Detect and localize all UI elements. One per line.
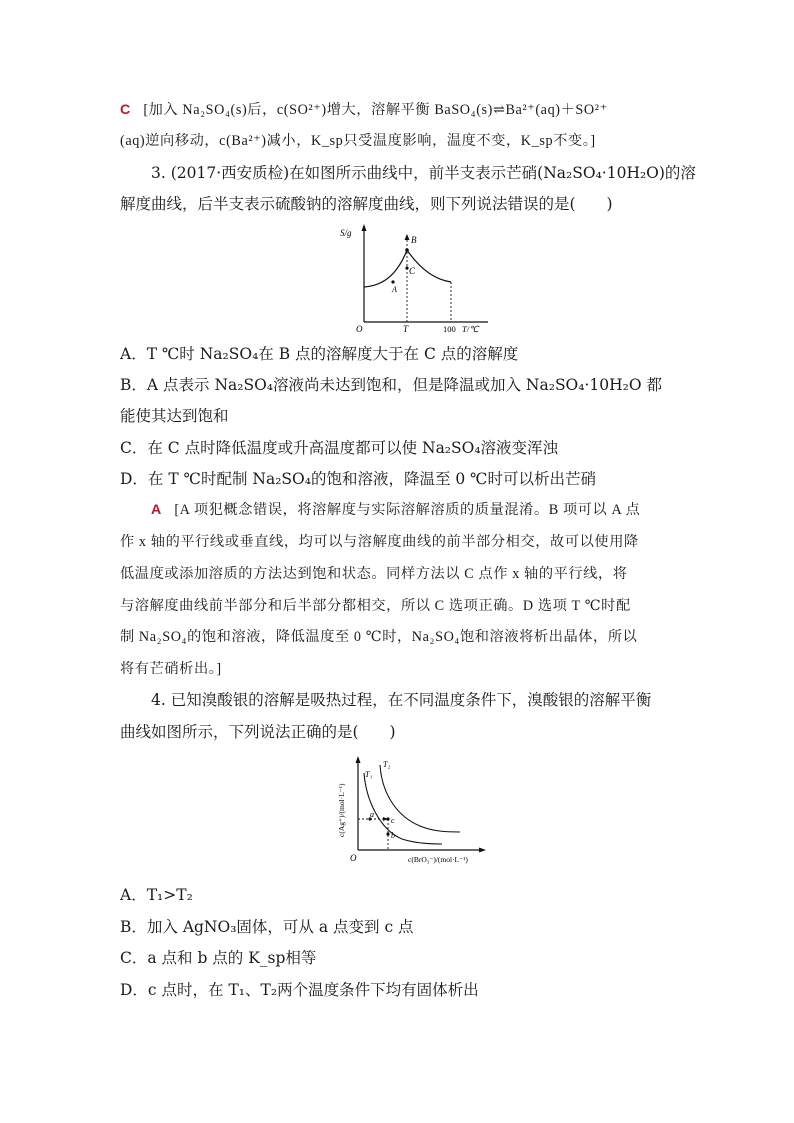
question-4-option-b: B．加入 AgNO₃固体，可从 a 点变到 c 点 <box>120 918 414 936</box>
point-B-dot <box>405 248 409 252</box>
question-4-option-d: D．c 点时，在 T₁、T₂两个温度条件下均有固体析出 <box>120 981 479 999</box>
point-b-label: b <box>391 831 395 840</box>
y-axis-arrow <box>362 224 367 231</box>
answer-3-line-1 <box>151 500 640 520</box>
point-b-dot <box>386 832 389 835</box>
x-axis-label: c(BrO₃⁻)/(mol·L⁻¹) <box>408 855 468 864</box>
y-axis-arrow <box>356 756 361 763</box>
answer-3-line-5: 制 Na₂SO₄的饱和溶液，降低温度至 0 ℃时，Na₂SO₄饱和溶液将析出晶体，所以 <box>120 629 638 645</box>
answer-2-line-2: (aq)逆向移动，c(Ba²⁺)减小，K_sp只受温度影响，温度不变，K_sp不变。] <box>120 133 596 149</box>
point-c-dot <box>386 817 389 820</box>
dissolution-equilibrium-figure <box>332 755 492 867</box>
origin-label: O <box>350 853 357 863</box>
question-3-option-b-cont: 能使其达到饱和 <box>120 407 229 425</box>
answer-letter: C <box>120 102 131 118</box>
question-3-option-a: A．T ℃时 Na₂SO₄在 B 点的溶解度大于在 C 点的溶解度 <box>120 345 519 363</box>
question-4-stem-line-2: 曲线如图所示，下列说法正确的是( ) <box>120 723 396 741</box>
point-B-label: B <box>411 235 417 245</box>
B-arrow <box>405 234 410 240</box>
answer-text: [加入 Na₂SO₄(s)后，c(SO²⁺)增大，溶解平衡 BaSO₄(s)⇌Ba²⁺(aq)＋SO²⁺ <box>143 102 608 118</box>
point-C-label: C <box>409 266 416 276</box>
point-c-label: c <box>391 816 395 825</box>
question-3-stem-line-1: 3. (2017·西安质检)在如图所示曲线中，前半支表示芒硝(Na₂SO₄·10H₂O)的溶 <box>151 164 696 182</box>
y-axis-label: S/g <box>340 228 352 238</box>
question-4-option-a: A．T₁>T₂ <box>120 886 193 904</box>
point-A-label: A <box>392 285 397 294</box>
point-a-label: a <box>370 810 374 819</box>
solubility-curve-figure <box>338 222 498 337</box>
point-A-dot <box>391 280 394 283</box>
y-axis-label: c(Ag⁺)/(mol·L⁻¹) <box>337 783 346 837</box>
question-4-option-c: C．a 点和 b 点的 K_sp相等 <box>120 949 317 967</box>
curve-T1-label: T₁ <box>365 770 373 779</box>
tick-100-label: 100 <box>443 324 456 334</box>
answer-2-line-1 <box>120 100 608 120</box>
tick-T-label: T <box>403 324 409 334</box>
x-axis-arrow <box>479 848 486 853</box>
answer-3-line-6: 将有芒硝析出。] <box>120 661 222 677</box>
answer-letter: A <box>151 502 162 518</box>
curve-T2-label: T₂ <box>383 760 391 769</box>
question-3-option-d: D．在 T ℃时配制 Na₂SO₄的饱和溶液，降温至 0 ℃时可以析出芒硝 <box>120 470 596 488</box>
answer-3-line-3: 低温度或添加溶质的方法达到饱和状态。同样方法以 C 点作 x 轴的平行线，将 <box>120 566 628 582</box>
x-axis-label: T/℃ <box>462 324 479 334</box>
question-3-option-c: C．在 C 点时降低温度或升高温度都可以使 Na₂SO₄溶液变浑浊 <box>120 439 559 457</box>
question-3-stem-line-2: 解度曲线，后半支表示硫酸钠的溶解度曲线，则下列说法错误的是( ) <box>120 195 613 213</box>
answer-3-line-4: 与溶解度曲线前半部分和后半部分都相交，所以 C 选项正确。D 选项 T ℃时配 <box>120 598 631 614</box>
curve-T1 <box>364 773 442 844</box>
origin-label: O <box>356 324 363 334</box>
answer-text: [A 项犯概念错误，将溶解度与实际溶解溶质的质量混淆。B 项可以 A 点 <box>174 502 641 518</box>
answer-3-line-2: 作 x 轴的平行线或垂直线，均可以与溶解度曲线的前半部分相交，故可以使用降 <box>120 534 639 550</box>
question-3-option-b: B．A 点表示 Na₂SO₄溶液尚未达到饱和，但是降温或加入 Na₂SO₄·10H₂O 都 <box>120 376 662 394</box>
question-4-stem-line-1: 4. 已知溴酸银的溶解是吸热过程，在不同温度条件下，溴酸银的溶解平衡 <box>151 691 652 709</box>
